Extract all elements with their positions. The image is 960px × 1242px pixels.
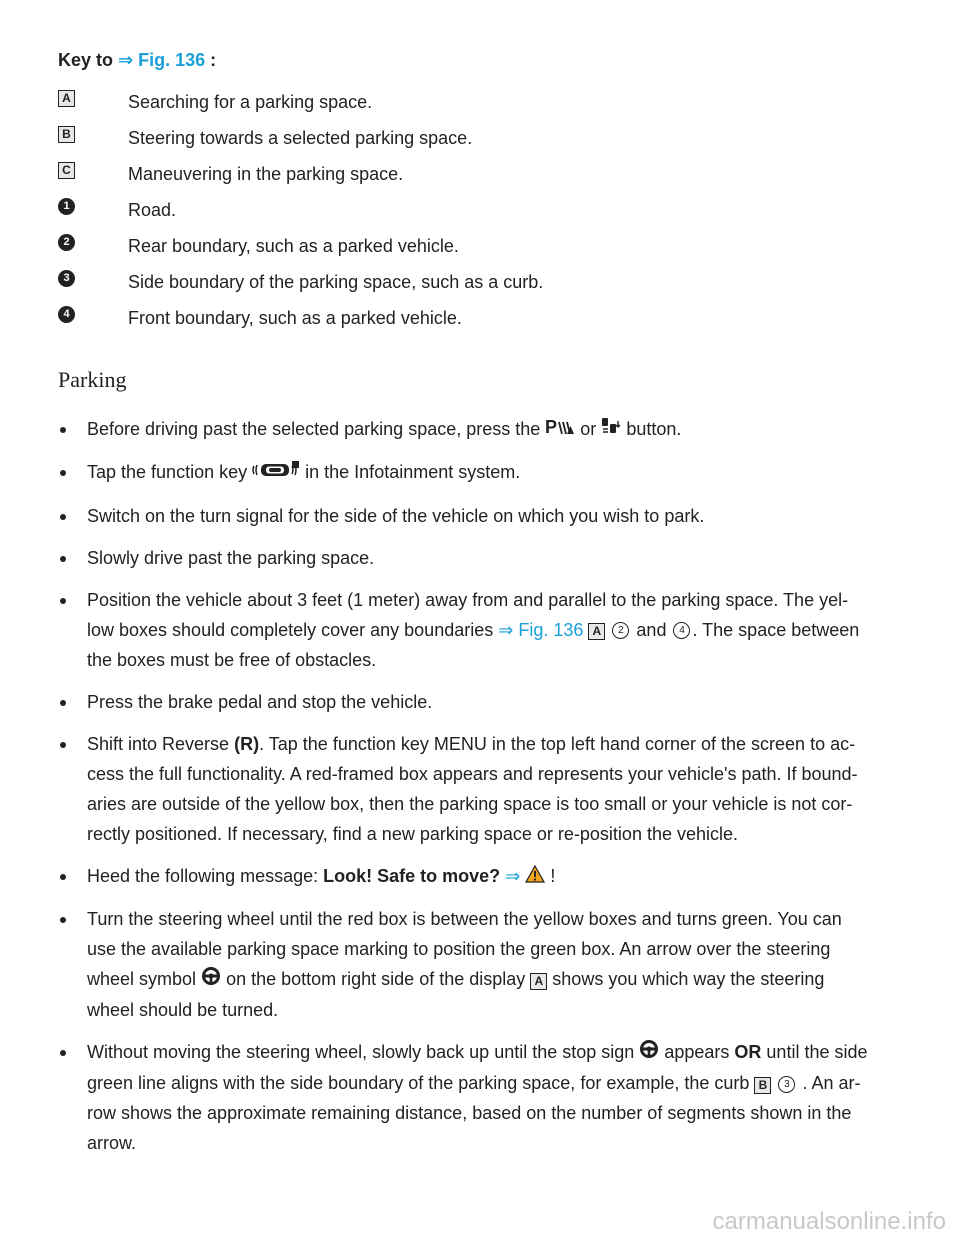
step-heed-message: Heed the following message: Look! Safe to move? ⇒ ! [58, 861, 908, 892]
fig-136-link[interactable]: ⇒ Fig. 136 [118, 50, 206, 70]
key-row-2: 2 Rear boundary, such as a parked vehicle. [58, 234, 908, 270]
key-row-4: 4 Front boundary, such as a parked vehicle. [58, 306, 908, 342]
key-row-c: C Maneuvering in the parking space. [58, 162, 908, 198]
section-title-parking: Parking [58, 367, 127, 392]
circled-3-icon: 3 [58, 270, 75, 287]
key-title: Key to ⇒ Fig. 136 : [58, 50, 217, 70]
key-row-a: A Searching for a parking space. [58, 90, 908, 126]
step-turn-steering: Turn the steering wheel until the red box is between the yellow boxes and turns green. You can use the available parking space marking to position the green box. An arrow over the steering wheel symbol on the bottom right side of the display A shows you which way the steering wheel should be turned. [58, 904, 908, 1025]
circled-3-inline-icon: 3 [778, 1076, 795, 1093]
fig-136-link-inline[interactable]: ⇒ Fig. 136 [498, 619, 584, 640]
key-row-b: B Steering towards a selected parking space. [58, 126, 908, 162]
circled-1-icon: 1 [58, 198, 75, 215]
step-position-vehicle: Position the vehicle about 3 feet (1 meter) away from and parallel to the parking space. The yel- low boxes should completely cover any boundaries ⇒ Fig. 136 A 2 and 4 . The space between the boxes must be free of obstacles. [58, 585, 908, 675]
box-c-icon: C [58, 162, 75, 179]
circled-4-inline-icon: 4 [673, 622, 690, 639]
box-b-icon-inline: B [754, 1077, 771, 1094]
box-a-icon: A [58, 90, 75, 107]
circled-4-icon: 4 [58, 306, 75, 323]
step-brake: Press the brake pedal and stop the vehicle. [58, 687, 908, 717]
box-a-icon-inline: A [588, 623, 605, 640]
circled-2-inline-icon: 2 [612, 622, 629, 639]
key-row-3: 3 Side boundary of the parking space, such as a curb. [58, 270, 908, 306]
stop-sign-icon [639, 1038, 659, 1068]
box-a-icon-display: A [530, 973, 547, 990]
watermark: carmanualsonline.info [712, 1208, 946, 1235]
park-assist-icon [545, 415, 575, 445]
manual-page [58, 48, 908, 1170]
step-drive-past: Slowly drive past the parking space. [58, 543, 908, 573]
parking-steps-list [58, 414, 908, 1158]
key-row-1: 1 Road. [58, 198, 908, 234]
circled-2-icon: 2 [58, 234, 75, 251]
step-press-park-button: Before driving past the selected parking space, press the P or button. [58, 414, 908, 445]
step-shift-reverse: Shift into Reverse (R). Tap the function key MENU in the top left hand corner of the screen to ac- cess the full functionality. A red-framed box appears and represents your vehicle's path. If bound- aries are outside of the yellow box, then the parking space is too small or your vehicle is not cor- rectly positioned. If necessary, find a new parking space or re-position the vehicle. [58, 729, 908, 849]
warning-link[interactable]: ⇒ [505, 865, 521, 886]
step-back-up: Without moving the steering wheel, slowly back up until the stop sign appears OR until the side green line aligns with the side boundary of the parking space, for example, the curb B 3 . An ar- row shows the approximate remaining distance, based on the number of segments shown in the arrow. [58, 1037, 908, 1158]
step-turn-signal: Switch on the turn signal for the side of the vehicle on which you wish to park. [58, 501, 908, 531]
park-function-key-icon[interactable] [252, 459, 300, 489]
warning-triangle-icon[interactable] [525, 862, 545, 892]
svg-text:P: P [545, 417, 558, 437]
step-tap-function-key: Tap the function key in the Infotainment system. [58, 457, 908, 488]
box-b-icon: B [58, 126, 75, 143]
park-pilot-icon [601, 415, 621, 445]
steering-wheel-icon [201, 965, 221, 995]
key-list [58, 90, 908, 342]
